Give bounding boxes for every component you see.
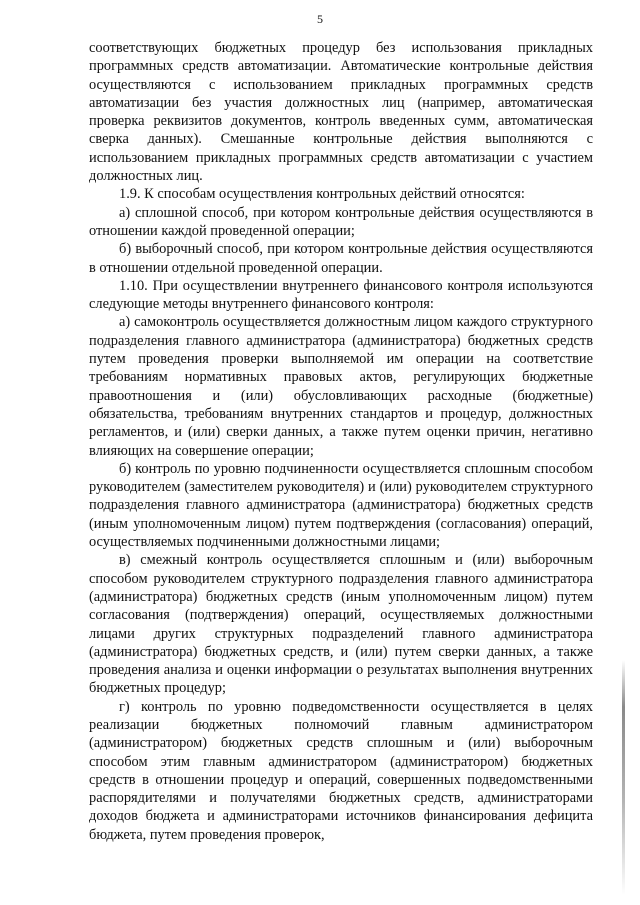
paragraph-1-10: 1.10. При осуществлении внутреннего финансового контроля используются следующие методы внутреннего финансового контроля: (89, 277, 593, 313)
scan-edge-mark (622, 660, 625, 895)
paragraph-1-10-a: а) самоконтроль осуществляется должностным лицом каждого структурного подразделения главного администратора (администратора) бюджетных средств путем проведения проверки выполняемой им операции на соответствие требованиям нормативных правовых актов, регулирующих бюджетные правоотношения и (или) обусловливающих расходные (бюджетные) обязательства, требованиям внутренних стандартов и процедур, должностных регламентов, и (или) сверки данных, а также путем оценки причин, негативно влияющих на совершение операции; (89, 314, 593, 459)
paragraph-1-9-b: б) выборочный способ, при котором контрольные действия осуществляются в отношении отдельной проведенной операции. (89, 241, 593, 276)
paragraph-1-10-v: в) смежный контроль осуществляется сплошным и (или) выборочным способом руководителем структурного подразделения главного администратора (администратора) бюджетных средств (иным уполномоченным лицом) путем согласования (подтверждения) операций, осуществляемых должностными лицами других структурных подразделений главного администратора (администратора) бюджетных средств, и (или) путем сверки данных, а также проведения анализа и оценки информации о результатах выполнения внутренних бюджетных процедур; (89, 552, 593, 697)
paragraph-1-10-g: г) контроль по уровню подведомственности осуществляется в целях реализации бюджетных полномочий главным администратором (администратором) бюджетных средств сплошным и (или) выборочным способом этим главным администратором (администратором) бюджетных средств в отношении процедур и операций, совершенных подведомственными распорядителями и получателями бюджетных средств, администраторами доходов бюджета и администраторами источников финансирования дефицита бюджета, путем проведения проверок, (89, 698, 593, 843)
paragraph-1-10-b: б) контроль по уровню подчиненности осуществляется сплошным способом руководителем (заместителем руководителя) и (или) руководителем структурного подразделения главного администратора (администратора) бюджетных средств (иным уполномоченным лицом) путем подтверждения (согласования) операций, осуществляемых подчиненными должностными лицами; (89, 460, 593, 551)
page-number: 5 (317, 12, 323, 26)
paragraph-1-9-a: а) сплошной способ, при котором контрольные действия осуществляются в отношении каждой проведенной операции; (89, 204, 593, 239)
paragraph-1-9: 1.9. К способам осуществления контрольных действий относятся: (119, 186, 525, 203)
document-body (89, 39, 593, 844)
paragraph-continuation: соответствующих бюджетных процедур без использования прикладных программных средств автоматизации. Автоматические контрольные действия осуществляются с использованием прикладных программных средств автоматизации без участия должностных лиц (например, автоматическая проверка реквизитов документов, контроль введенных сумм, автоматическая сверка данных). Смешанные контрольные действия выполняются с использованием прикладных программных средств автоматизации с участием должностных лиц. (89, 40, 593, 185)
